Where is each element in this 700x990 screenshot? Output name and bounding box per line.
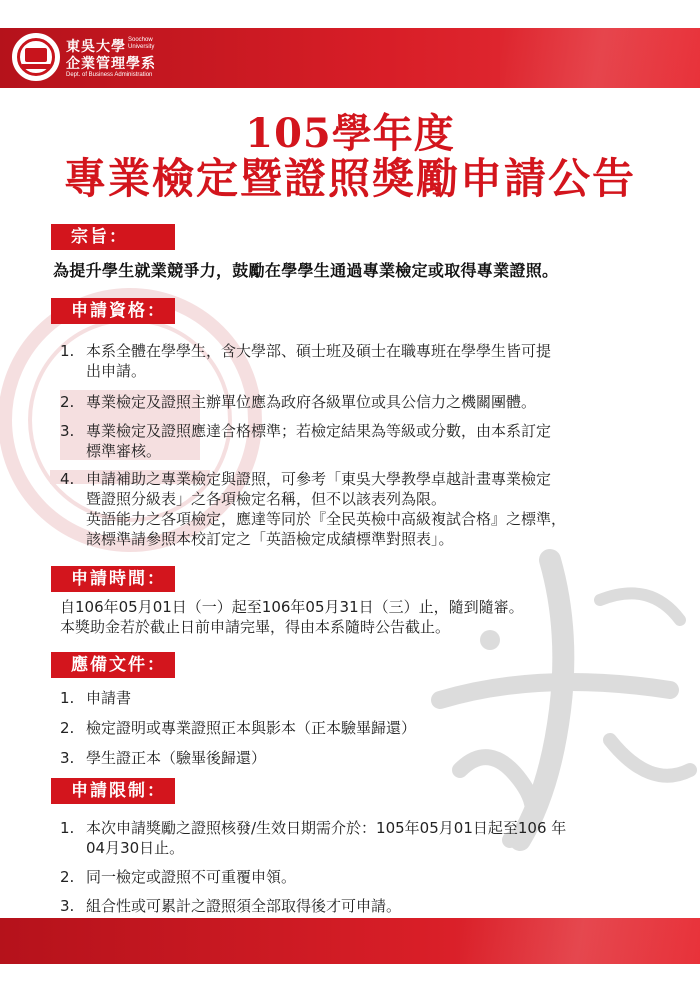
university-name: 東吳大學 <box>66 39 126 55</box>
university-seal-logo <box>12 33 60 81</box>
purpose-text: 為提升學生就業競爭力，鼓勵在學學生通過專業檢定或取得專業證照。 <box>53 261 559 280</box>
eligibility-label: 申請資格： <box>51 298 175 324</box>
university-name-en: Soochow University <box>128 37 155 50</box>
documents-label: 應備文件： <box>51 652 175 678</box>
title-main: 專業檢定暨證照獎勵申請公告 <box>63 154 636 203</box>
restrictions-label: 申請限制： <box>51 778 175 804</box>
purpose-label: 宗旨： <box>51 224 175 250</box>
title-year: 105學年度 <box>245 110 455 157</box>
period-text: 自106年05月01日（一）起至106年05月31日（三）止，隨到隨審。 本獎助金若於截止日前申請完畢，得由本系隨時公告截止。 <box>60 598 524 636</box>
footer-banner <box>0 918 700 964</box>
period-label: 申請時間： <box>51 566 175 592</box>
department-name: 企業管理學系 <box>66 56 156 72</box>
department-name-en: Dept. of Business Administration <box>66 72 153 78</box>
